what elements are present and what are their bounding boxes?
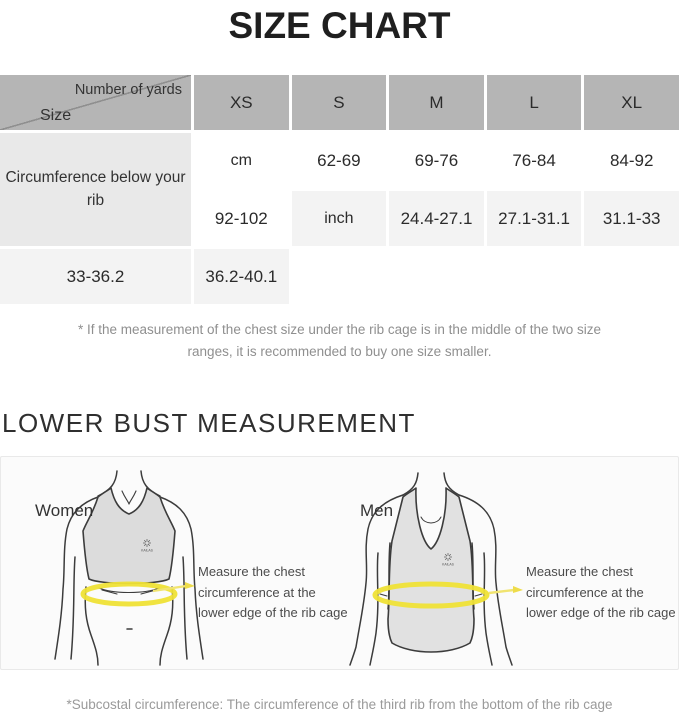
row-label-circumference: Circumference below your rib [0, 133, 191, 246]
measurement-diagram-box [0, 456, 679, 670]
women-measure-note: Measure the chest circumference at the lower edge of the rib cage [198, 563, 348, 621]
inch-value-s: 27.1-31.1 [487, 191, 582, 246]
women-label: Women [35, 500, 94, 520]
inch-value-xs: 24.4-27.1 [389, 191, 484, 246]
cm-value-l: 84-92 [584, 133, 679, 188]
svg-text:KAILAS: KAILAS [442, 562, 454, 567]
inch-value-m: 31.1-33 [584, 191, 679, 246]
unit-label-inch: inch [292, 191, 387, 246]
inch-value-xl: 36.2-40.1 [194, 249, 289, 304]
men-measurement-panel [326, 457, 678, 669]
svg-text:KAILAS: KAILAS [141, 548, 153, 553]
size-table [0, 75, 679, 304]
cm-value-s: 69-76 [389, 133, 484, 188]
cm-value-xl: 92-102 [194, 191, 289, 246]
men-tank-garment [388, 488, 474, 652]
women-bra-garment [83, 488, 175, 584]
corner-bottom-label: Size [40, 107, 72, 124]
size-advice-note: * If the measurement of the chest size under the rib cage is in the middle of the two size ranges, it is recommended to buy one size smaller. [77, 322, 602, 359]
subcostal-definition-note: *Subcostal circumference: The circumference of the third rib from the bottom of the rib cage [66, 696, 613, 712]
men-measure-note: Measure the chest circumference at the lower edge of the rib cage [526, 563, 676, 621]
size-column-header-s: S [292, 75, 387, 130]
size-column-header-xs: XS [194, 75, 289, 130]
size-column-header-m: M [389, 75, 484, 130]
women-measure-ellipse [83, 584, 175, 604]
men-measure-arrow [489, 586, 523, 593]
size-column-header-xl: XL [584, 75, 679, 130]
page-title: SIZE CHART [228, 5, 451, 46]
inch-value-l: 33-36.2 [0, 249, 191, 304]
table-corner-cell [0, 75, 191, 130]
size-column-header-l: L [487, 75, 582, 130]
corner-top-label: Number of yards [74, 82, 182, 98]
cm-value-m: 76-84 [487, 133, 582, 188]
men-label: Men [360, 500, 394, 520]
section-heading-lower-bust: LOWER BUST MEASUREMENT [2, 407, 416, 438]
cm-value-xs: 62-69 [292, 133, 387, 188]
women-measurement-panel [1, 457, 348, 669]
unit-label-cm: cm [194, 133, 289, 188]
